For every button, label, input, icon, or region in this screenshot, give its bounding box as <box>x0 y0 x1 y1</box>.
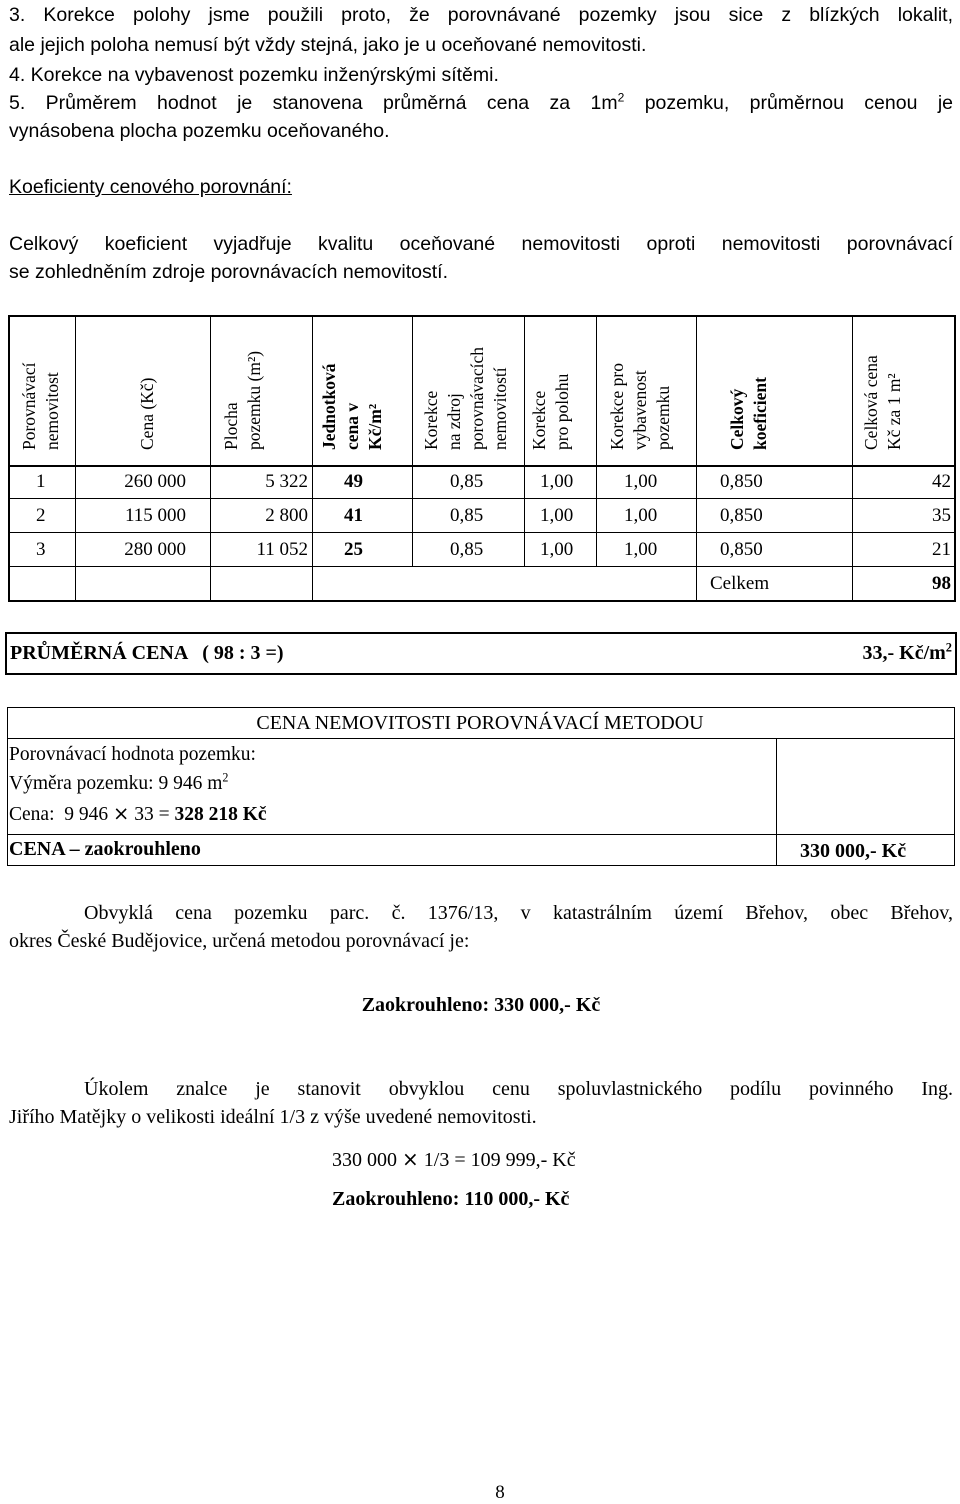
task-line1: Úkolem znalce je stanovit obvyklou cenu spoluvlastnického podílu povinného Ing. <box>84 1078 953 1100</box>
paragraph-3-line2: ale jejich poloha nemusí být vždy stejná, jako je u oceňované nemovitosti. <box>9 34 647 56</box>
method-rule <box>7 738 955 739</box>
cell-amenity-correction: 1,00 <box>624 505 658 526</box>
col-header-area: Plocha pozemku (m²) <box>221 350 264 450</box>
paragraph-3-line1: 3. Korekce polohy jsme použili proto, že porovnávané pozemky jsou sice z blízkých lokalit, <box>9 4 953 26</box>
table-rule <box>312 315 313 602</box>
cell-area: 11 052 <box>256 539 308 560</box>
paragraph-4: 4. Korekce na vybavenost pozemku inženýrskými sítěmi. <box>9 64 499 86</box>
cell-total-price: 35 <box>932 505 951 526</box>
col-header-source-correction: Korekce na zdroj porovnávacích nemovitostí <box>421 346 510 450</box>
col-header-comparable: Porovnávací nemovitost <box>19 362 62 450</box>
table-rule <box>696 315 697 602</box>
cell-total-coefficient: 0,850 <box>720 505 763 526</box>
table-rule <box>524 315 525 566</box>
cell-total-coefficient: 0,850 <box>720 539 763 560</box>
page-number: 8 <box>495 1482 505 1503</box>
rounded-total-1: Zaokrouhleno: 330 000,- Kč <box>361 994 601 1016</box>
col-header-price: Cena (Kč) <box>137 377 157 450</box>
cell-total-price: 21 <box>932 539 951 560</box>
rounded-price-value: 330 000,- Kč <box>800 840 907 862</box>
col-header-amenity-correction: Korekce pro vybavenost pozemku <box>607 363 673 450</box>
paragraph-5-line2: vynásobena plocha pozemku oceňovaného. <box>9 120 390 142</box>
cell-price: 260 000 <box>124 471 186 492</box>
cell-id: 2 <box>36 505 46 526</box>
table-rule <box>8 315 956 317</box>
coefficients-heading: Koeficienty cenového porovnání: <box>9 176 292 198</box>
average-price-value: 33,- $Kč/m^2$ <box>862 640 952 664</box>
cell-source-correction: 0,85 <box>450 471 484 492</box>
table-rule <box>8 315 10 602</box>
method-line-area: Výměra pozemku: 9 946 $m^2$ <box>9 770 229 794</box>
cell-total-price: 42 <box>932 471 951 492</box>
table-rule <box>596 315 597 566</box>
col-header-unit-price: Jednotková cena v Kč/m² <box>319 363 385 450</box>
rounded-total-2: Zaokrouhleno: 110 000,- Kč <box>332 1188 570 1210</box>
conclusion-line2: okres České Budějovice, určená metodou porovnávací je: <box>9 930 470 952</box>
average-price-label: PRŮMĚRNÁ CENA ( 98 : 3 =) <box>10 642 284 664</box>
cell-id: 3 <box>36 539 46 560</box>
col-header-total-price-per-m2: Celková cena Kč za 1 m² <box>861 355 904 450</box>
rounded-price-label: CENA – zaokrouhleno <box>9 838 201 860</box>
cell-amenity-correction: 1,00 <box>624 471 658 492</box>
cell-price: 280 000 <box>124 539 186 560</box>
cell-area: 2 800 <box>265 505 308 526</box>
cell-price: 115 000 <box>124 505 186 526</box>
cell-area: 5 322 <box>265 471 308 492</box>
cell-id: 1 <box>36 471 46 492</box>
average-price-box <box>5 632 957 675</box>
cell-unit-price: 25 <box>344 539 363 560</box>
coefficients-desc-line2: se zohledněním zdroje porovnávacích nemovitostí. <box>9 261 448 283</box>
cell-location-correction: 1,00 <box>540 539 574 560</box>
table-rule <box>8 566 956 567</box>
cell-location-correction: 1,00 <box>540 505 574 526</box>
task-line2: Jiřího Matějky o velikosti ideální 1/3 z výše uvedené nemovitosti. <box>9 1106 537 1128</box>
col-header-location-correction: Korekce pro polohu <box>529 373 572 450</box>
conclusion-line1: Obvyklá cena pozemku parc. č. 1376/13, v katastrálním území Břehov, obec Břehov, <box>84 902 953 924</box>
table-rule <box>954 315 956 602</box>
cell-source-correction: 0,85 <box>450 505 484 526</box>
cell-unit-price: 49 <box>344 471 363 492</box>
method-line-comparative-value: Porovnávací hodnota pozemku: <box>9 744 256 765</box>
cell-source-correction: 0,85 <box>450 539 484 560</box>
table-rule <box>8 498 956 499</box>
cell-unit-price: 41 <box>344 505 363 526</box>
method-title: CENA NEMOVITOSTI POROVNÁVACÍ METODOU <box>256 712 704 734</box>
share-calculation: 330 000 × 1/3 = 109 999,- Kč <box>332 1147 576 1171</box>
table-rule <box>8 532 956 533</box>
cell-location-correction: 1,00 <box>540 471 574 492</box>
cell-total-coefficient: 0,850 <box>720 471 763 492</box>
table-rule <box>8 600 956 602</box>
method-rule <box>776 738 777 866</box>
total-value: 98 <box>932 573 951 594</box>
total-label: Celkem <box>710 573 770 594</box>
coefficients-desc-line1: Celkový koeficient vyjadřuje kvalitu oceňované nemovitosti oproti nemovitosti porovnávací <box>9 233 953 255</box>
paragraph-5-line1: 5. Průměrem hodnot je stanovena průměrná cena za $1m^2$ pozemku, průměrnou cenou je <box>9 90 953 114</box>
table-rule <box>412 315 413 566</box>
method-line-price: Cena: 9 946 × 33 = 328 218 Kč <box>9 802 267 825</box>
col-header-total-coefficient: Celkový koeficient <box>727 377 770 450</box>
cell-amenity-correction: 1,00 <box>624 539 658 560</box>
